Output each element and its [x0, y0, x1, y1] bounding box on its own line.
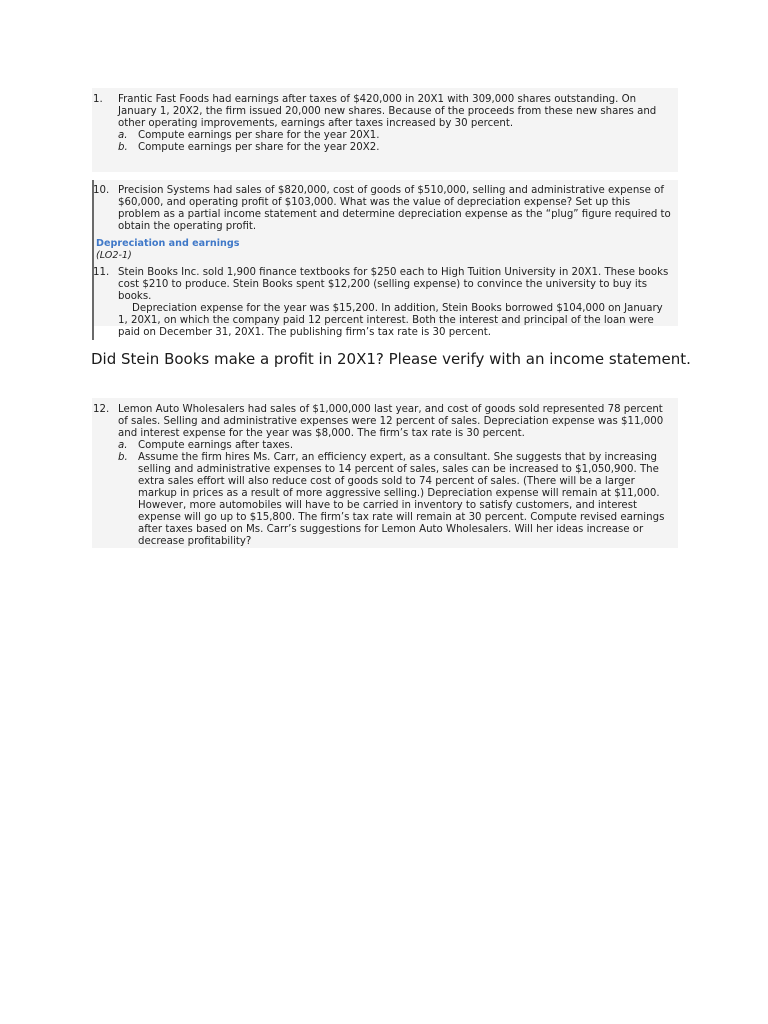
sub-question-text: Assume the firm hires Ms. Carr, an efficiency expert, as a consultant. She suggests that by increasing selling and administrative expenses to 14 percent of sales, sales can be increased to $1,050,900. The extra sales effort will also reduce cost of goods sold to 74 percent of sales. (There will be a larger markup in prices as a result of more aggressive selling.) Depreciation expense will remain at $11,000. However, more automobiles will have to be carried in inventory to satisfy customers, and interest expense will go up to $15,800. The firm’s tax rate will remain at 30 percent. Compute revised earnings after taxes based on Ms. Carr’s suggestions for Lemon Auto Wholesalers. Will her ideas increase or decrease profitability?	[138, 452, 665, 547]
problem-number: 1.	[93, 94, 103, 105]
problem-12	[92, 404, 672, 548]
section-heading: Depreciation and earnings	[96, 238, 240, 249]
problem-text-continued: Depreciation expense for the year was $15,200. In addition, Stein Books borrowed $104,000 on January 1, 20X1, on which the company paid 12 percent interest. Both the interest and principal of the loan were paid on December 31, 20X1. The publishing firm’s tax rate is 30 percent.	[118, 303, 663, 338]
sub-question-a	[118, 130, 672, 142]
problem-11	[92, 267, 672, 339]
sub-letter: a.	[118, 130, 128, 141]
problem-number: 12.	[93, 404, 110, 415]
problem-text: Frantic Fast Foods had earnings after taxes of $420,000 in 20X1 with 309,000 shares outstanding. On January 1, 20X2, the firm issued 20,000 new shares. Because of the proceeds from these new shares and other operating improvements, earnings after taxes increased by 30 percent.	[118, 94, 657, 129]
sub-letter: b.	[118, 142, 128, 153]
problem-1-image	[92, 88, 678, 172]
learning-objective-code: (LO2-1)	[96, 250, 132, 261]
sub-question-b	[118, 452, 672, 548]
sub-question-text: Compute earnings per share for the year 20X1.	[138, 130, 380, 141]
sub-letter: b.	[118, 452, 128, 463]
problems-10-11-image	[92, 180, 678, 338]
problem-text: Precision Systems had sales of $820,000, cost of goods of $510,000, selling and administrative expense of $60,000, and operating profit of $103,000. What was the value of depreciation expense? Set up this problem as a partial income statement and determine depreciation expense as the “plug” figure required to obtain the operating profit.	[118, 185, 671, 232]
sub-question-a	[118, 440, 672, 452]
problem-number: 11.	[93, 267, 110, 278]
sub-question-text: Compute earnings after taxes.	[138, 440, 294, 451]
problem-number: 10.	[93, 185, 110, 196]
problem-1	[92, 94, 672, 154]
problem-10	[92, 185, 672, 233]
question-text: Did Stein Books make a profit in 20X1? Please verify with an income statement.	[91, 350, 691, 368]
problem-text: Lemon Auto Wholesalers had sales of $1,000,000 last year, and cost of goods sold represented 78 percent of sales. Selling and administrative expenses were 12 percent of sales. Depreciation expense was $11,000 and interest expense for the year was $8,000. The firm’s tax rate is 30 percent.	[118, 404, 664, 439]
sub-question-text: Compute earnings per share for the year 20X2.	[138, 142, 380, 153]
sub-question-b	[118, 142, 672, 154]
sub-letter: a.	[118, 440, 128, 451]
problem-text: Stein Books Inc. sold 1,900 finance textbooks for $250 each to High Tuition University in 20X1. These books cost $210 to produce. Stein Books spent $12,200 (selling expense) to convince the university to buy its books.	[118, 267, 669, 302]
problem-12-image	[92, 398, 678, 548]
